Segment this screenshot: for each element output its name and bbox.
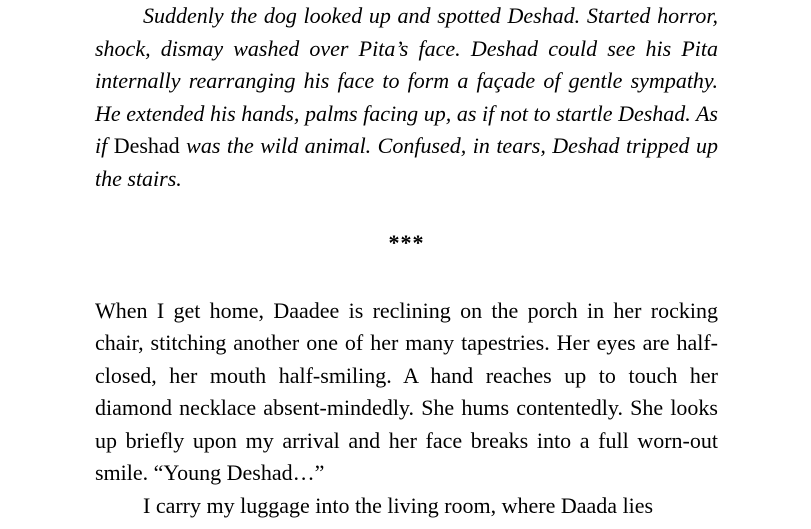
italic-paragraph-start: Suddenly the dog looked up and spotted Deshad. Started horror, shock, dismay washed over Pita’s face. Deshad could see his Pita internally rearranging his face to form a façade of gentle sympathy. He extended his hands, palms facing up, as if not to startle Deshad. As if — [95, 3, 718, 158]
italic-paragraph-end: was the wild animal. Confused, in tears, Deshad tripped up the stairs. — [95, 133, 718, 191]
scene-break-marker: *** — [388, 230, 425, 255]
italic-paragraph — [95, 0, 718, 195]
page-text-column — [95, 0, 718, 522]
second-paragraph: When I get home, Daadee is reclining on the porch in her rocking chair, stitching another one of her many tapestries. Her eyes are half-closed, her mouth half-smiling. A hand reaches up to touch her diamond necklace absent-mindedly. She hums contentedly. She looks up briefly upon my arrival and her face breaks into a full worn-out smile. “Young Deshad…” — [95, 297, 718, 485]
third-paragraph-partial: I carry my luggage into the living room, where Daada lies — [143, 492, 654, 518]
emphasized-name-roman: Deshad — [113, 133, 180, 158]
